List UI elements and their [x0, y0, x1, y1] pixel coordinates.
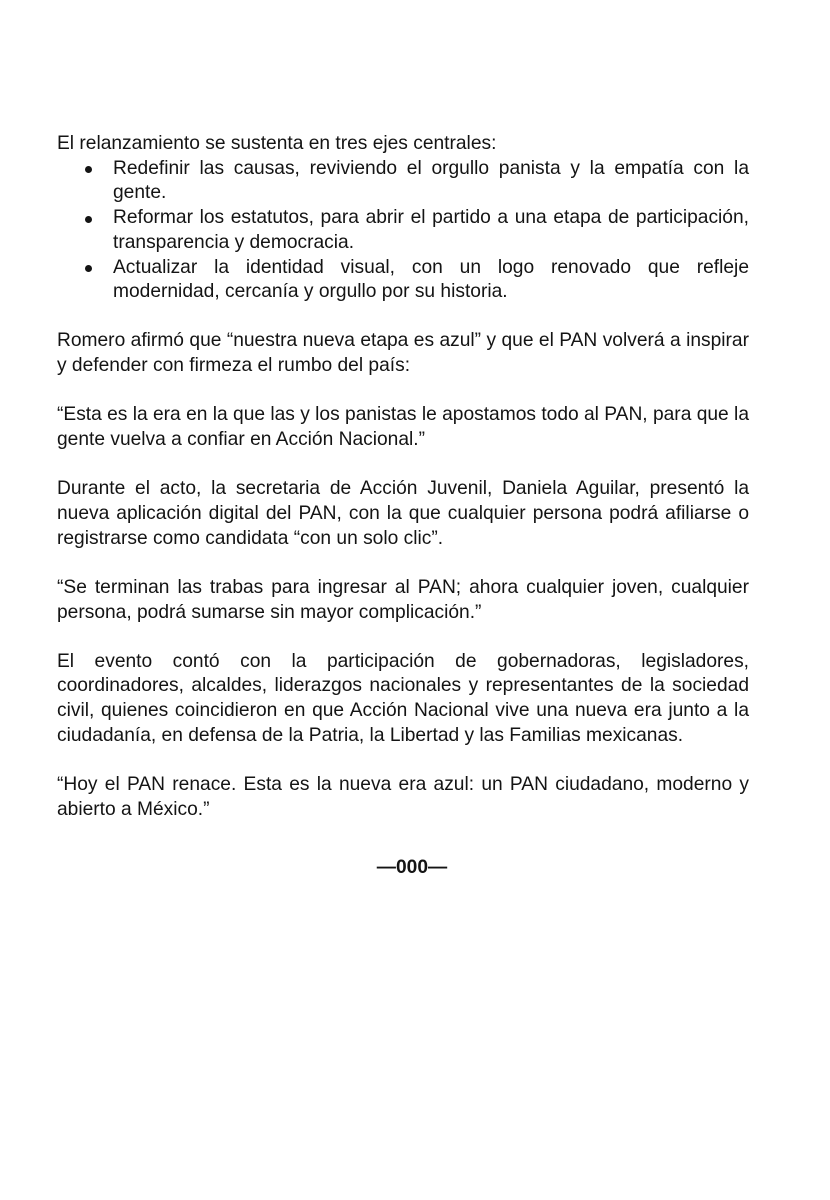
- list-item: [57, 206, 749, 255]
- bullet-dot-icon: [85, 166, 92, 173]
- quote-trabas: “Se terminan las trabas para ingresar al PAN; ahora cualquier joven, cualquier persona, podrá sumarse sin mayor complicación.”: [57, 576, 749, 623]
- intro-text: El relanzamiento se sustenta en tres ejes centrales:: [57, 133, 497, 154]
- paragraph-romero-statement: Romero afirmó que “nuestra nueva etapa es azul” y que el PAN volverá a inspirar y defender con firmeza el rumbo del país:: [57, 330, 749, 377]
- paragraph-digital-app: Durante el acto, la secretaria de Acción Juvenil, Daniela Aguilar, presentó la nueva aplicación digital del PAN, con la que cualquier persona podrá afiliarse o registrarse como candidata “con un solo clic”.: [57, 478, 749, 549]
- list-item: [57, 157, 749, 206]
- paragraph-event-participation: El evento contó con la participación de gobernadoras, legisladores, coordinadores, alcaldes, liderazgos nacionales y representantes de la sociedad civil, quienes coincidieron en que Acción Nacional vive una nueva era junto a la ciudadanía, en defensa de la Patria, la Libertad y las Familias mexicanas.: [57, 650, 749, 746]
- list-item-text: Reformar los estatutos, para abrir el partido a una etapa de participación, transparencia y democracia.: [113, 207, 749, 253]
- document-page: [57, 132, 749, 881]
- bullet-dot-icon: [85, 216, 92, 223]
- closing-mark: —000—: [376, 857, 448, 879]
- quote-pan-renace: “Hoy el PAN renace. Esta es la nueva era azul: un PAN ciudadano, moderno y abierto a México.”: [57, 774, 749, 820]
- axes-list: [57, 157, 749, 305]
- quote-era-panistas: “Esta es la era en la que las y los panistas le apostamos todo al PAN, para que la gente vuelva a confiar en Acción Nacional.”: [57, 404, 749, 451]
- bullet-dot-icon: [85, 265, 92, 272]
- list-item-text: Redefinir las causas, reviviendo el orgullo panista y la empatía con la gente.: [113, 157, 749, 204]
- list-item-text: Actualizar la identidad visual, con un logo renovado que refleje modernidad, cercanía y orgullo por su historia.: [113, 256, 749, 303]
- list-item: [57, 256, 749, 305]
